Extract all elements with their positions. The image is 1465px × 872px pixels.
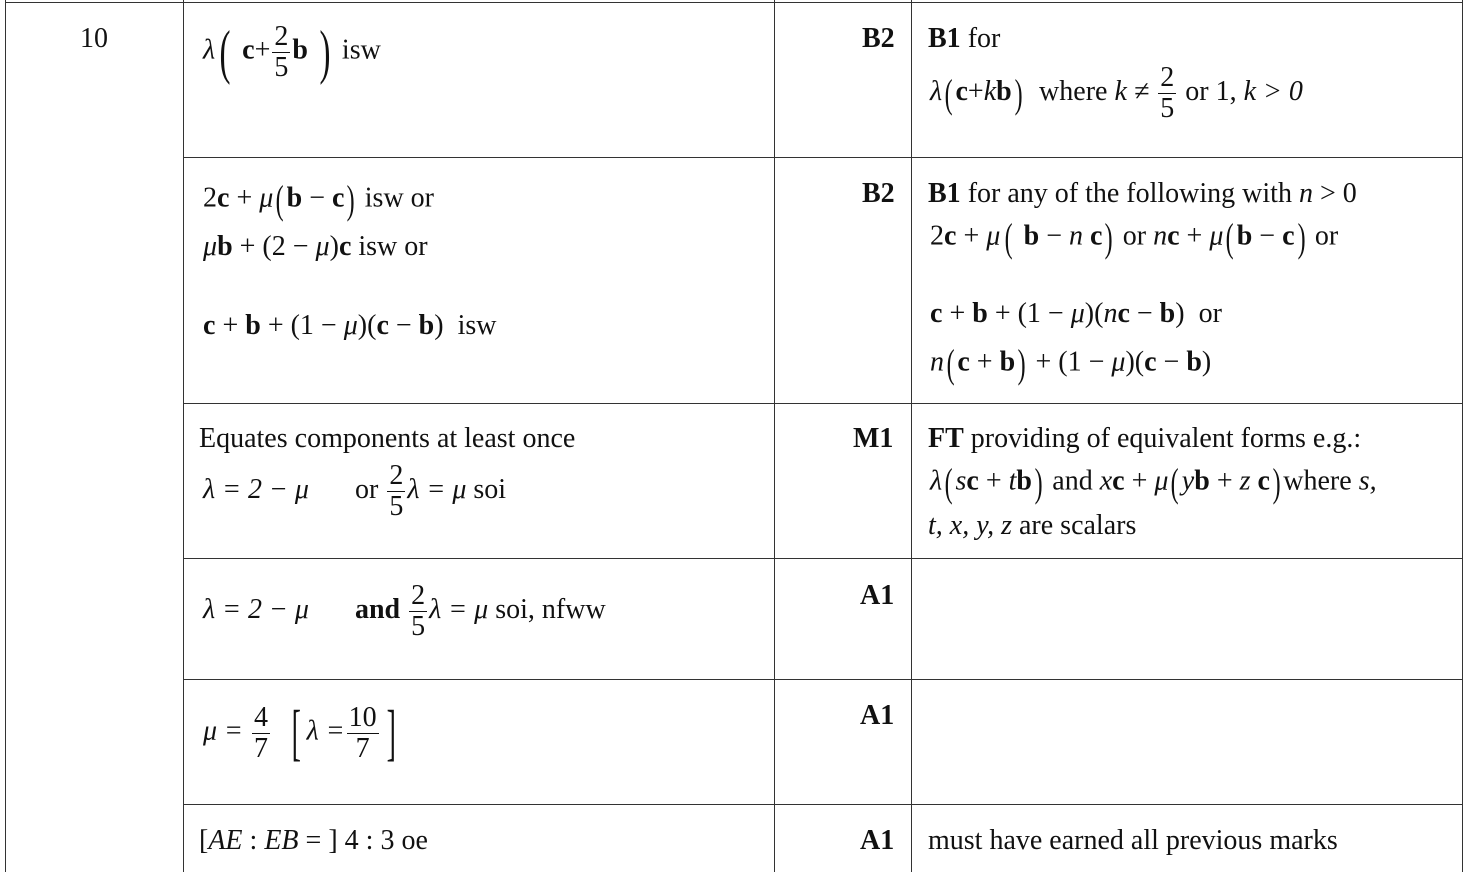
fraction: $\frac{10}{7}$	[348, 701, 377, 764]
table-divider-guidance	[911, 0, 912, 872]
mark-row-4: A1	[860, 580, 895, 611]
answer-row-3-line-1: Equates components at least once	[199, 423, 576, 454]
answer-row-2-line-1: 2c + μ(b − c) isw or	[203, 177, 434, 222]
guidance-row-2-line-1: B1 for any of the following with n > 0	[928, 178, 1357, 209]
answer-row-2-line-2: μb + (2 − μ)c isw or	[203, 231, 428, 262]
fraction: $\frac{2}{5}$	[411, 580, 426, 642]
row-divider	[183, 558, 1463, 559]
row-divider	[183, 679, 1463, 680]
answer-row-2-line-3: c + b + (1 − μ)(c − b) isw	[203, 310, 497, 341]
guidance-row-2-line-3: c + b + (1 − μ)(nc − b) or	[930, 298, 1222, 329]
fraction: $\frac{2}{5}$	[389, 460, 404, 522]
table-divider-answer	[183, 0, 184, 872]
table-divider-mark	[774, 0, 775, 872]
guidance-row-3-line-2: λ(sc + tb) and xc + μ(yb + z c)where s,	[930, 460, 1377, 505]
guidance-row-6: must have earned all previous marks	[928, 825, 1338, 856]
guidance-row-1-line-1: B1 for	[928, 23, 1001, 54]
answer-row-3-line-2: λ = 2 − μ or $\frac{2}{5}$ λ = μ soi	[203, 460, 507, 522]
mark-row-6: A1	[860, 825, 895, 856]
mark-row-3: M1	[853, 423, 894, 454]
row-divider	[183, 804, 1463, 805]
guidance-row-3-line-1: FT providing of equivalent forms e.g.:	[928, 423, 1362, 454]
table-border-top	[5, 2, 1463, 3]
row-divider	[183, 403, 1463, 404]
answer-row-6: [AE : EB = ] 4 : 3 oe	[199, 825, 428, 856]
fraction: $\frac{2}{5}$	[1160, 62, 1175, 124]
guidance-row-2-line-2: 2c + μ ( b − n c) or nc + μ(b − c) or	[930, 215, 1339, 260]
table-border-right	[1462, 0, 1463, 872]
guidance-row-3-line-3: t, x, y, z are scalars	[928, 510, 1137, 541]
question-number: 10	[80, 23, 108, 54]
mark-row-1: B2	[862, 23, 895, 54]
answer-row-4: λ = 2 − μ and $\frac{2}{5}$ λ = μ soi, nfww	[203, 580, 606, 642]
guidance-row-1-line-2: λ(c+kb) where k ≠ $\frac{2}{5}$ or 1, k > 0	[930, 62, 1303, 124]
paren-open: (	[219, 19, 231, 85]
mark-row-2: B2	[862, 178, 895, 209]
answer-row-5: μ = $\frac{4}{7}$ [ λ = $\frac{10}{7}$ ]	[203, 699, 396, 767]
fraction: $\frac{2}{5}$	[274, 20, 289, 83]
answer-row-1: λ( c+ $\frac{2}{5}$ b ) isw	[203, 19, 381, 85]
guidance-row-2-line-4: n(c + b) + (1 − μ)(c − b)	[930, 341, 1212, 386]
paren-close: )	[319, 19, 331, 85]
fraction: $\frac{4}{7}$	[253, 701, 268, 764]
mark-row-5: A1	[860, 700, 895, 731]
lambda: λ	[203, 34, 216, 66]
table-border-left	[5, 0, 6, 872]
row-divider	[183, 157, 1463, 158]
